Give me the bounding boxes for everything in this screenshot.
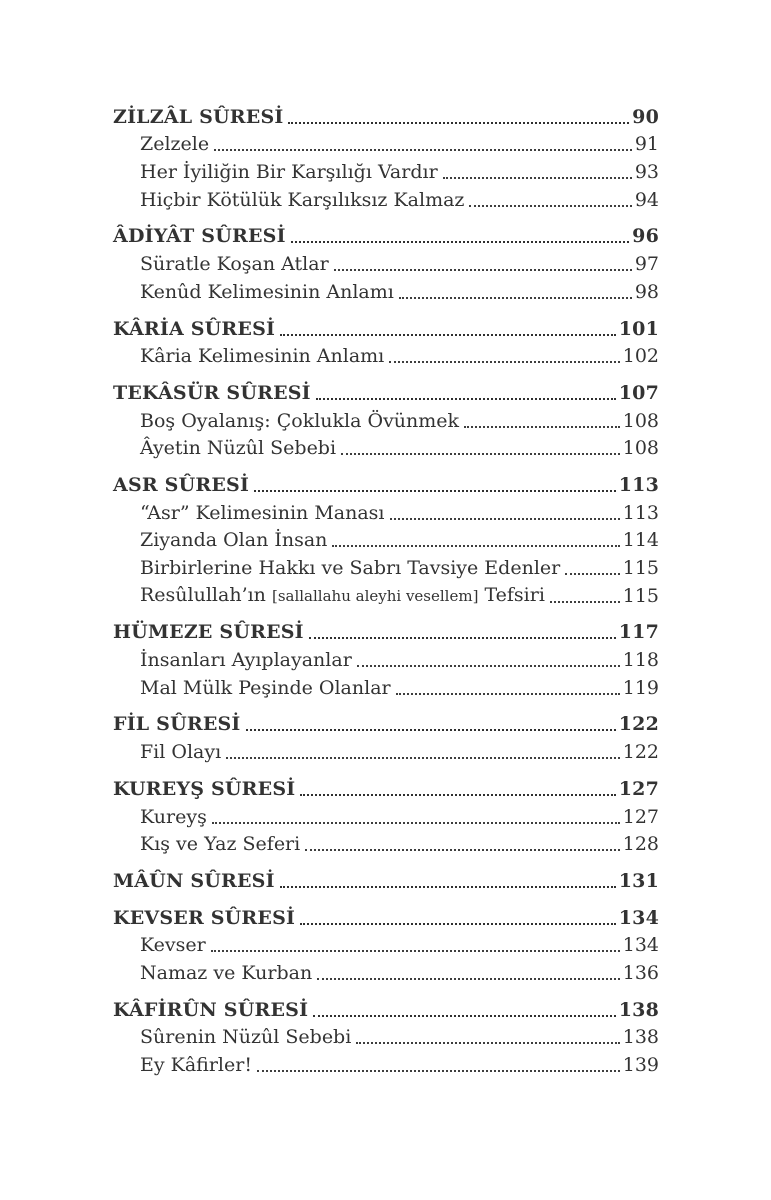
toc-entry (113, 156, 659, 184)
dot-leader (332, 545, 619, 547)
toc-section (113, 709, 659, 764)
toc-entry (113, 497, 659, 525)
page-number: 93 (634, 161, 659, 184)
entry-label: Her İyiliğin Bir Karşılığı Vardır (140, 161, 438, 184)
dot-leader (399, 297, 632, 299)
dot-leader (550, 601, 620, 603)
toc-section (113, 902, 659, 985)
entry-label: Âyetin Nüzûl Sebebi (140, 437, 337, 460)
entry-label-small-part: [sallallahu aleyhi vesellem] (271, 586, 479, 605)
page-number: 97 (634, 253, 659, 276)
section-title: ASR SÛRESİ (113, 473, 250, 496)
entry-label: Kureyş (140, 805, 207, 828)
page-number: 108 (622, 437, 659, 460)
page-number: 118 (622, 649, 659, 672)
page-number: 134 (622, 934, 659, 957)
dot-leader (309, 637, 616, 639)
toc-entry (113, 184, 659, 212)
toc-entry (113, 433, 659, 461)
dot-leader (316, 398, 616, 400)
section-title: FİL SÛRESİ (113, 713, 241, 736)
toc-section (113, 773, 659, 856)
toc-section (113, 101, 659, 212)
toc-entry (113, 957, 659, 985)
toc-section (113, 865, 659, 893)
entry-label: Kâria Kelimesinin Anlamı (140, 345, 385, 368)
entry-label-part: Tefsiri (478, 583, 545, 606)
dot-leader (396, 693, 620, 695)
toc-entry (113, 580, 659, 608)
toc-entry (113, 341, 659, 369)
dot-leader (464, 426, 620, 428)
page-number: 101 (618, 317, 659, 340)
toc-section-header (113, 313, 659, 341)
entry-label: İnsanları Ayıplayanlar (140, 649, 352, 672)
page-number: 131 (618, 869, 659, 892)
toc-section (113, 221, 659, 304)
page-number: 122 (622, 741, 659, 764)
table-of-contents (113, 101, 659, 1077)
page-number: 117 (618, 621, 659, 644)
toc-section-header (113, 902, 659, 930)
toc-entry (113, 930, 659, 958)
toc-entry (113, 248, 659, 276)
toc-entry (113, 129, 659, 157)
page-number: 96 (632, 225, 659, 248)
entry-label: Kenûd Kelimesinin Anlamı (140, 280, 394, 303)
toc-section-header (113, 865, 659, 893)
entry-label: “Asr” Kelimesinin Manası (140, 501, 385, 524)
section-title: HÜMEZE SÛRESİ (113, 621, 304, 644)
toc-section (113, 377, 659, 460)
toc-entry (113, 672, 659, 700)
section-title: ÂDİYÂT SÛRESİ (113, 225, 286, 248)
page-number: 122 (618, 713, 659, 736)
section-title: ZİLZÂL SÛRESİ (113, 105, 284, 128)
toc-section-header (113, 377, 659, 405)
dot-leader (356, 1042, 619, 1044)
entry-label (140, 583, 545, 608)
section-title: KÂRİA SÛRESİ (113, 317, 276, 340)
dot-leader (300, 794, 615, 796)
entry-label: Fil Olayı (140, 741, 222, 764)
dot-leader (257, 1070, 620, 1072)
toc-section (113, 469, 659, 607)
page-number: 138 (622, 1026, 659, 1049)
toc-entry (113, 1022, 659, 1050)
dot-leader (226, 757, 620, 759)
section-title: KUREYŞ SÛRESİ (113, 777, 296, 800)
toc-entry (113, 405, 659, 433)
entry-label: Ey Kâfirler! (140, 1054, 252, 1076)
section-title: TEKÂSÜR SÛRESİ (113, 381, 311, 404)
entry-label: Namaz ve Kurban (140, 961, 313, 984)
dot-leader (389, 361, 619, 363)
page-number: 136 (622, 961, 659, 984)
page-number: 108 (622, 409, 659, 432)
page-number: 127 (618, 777, 659, 800)
dot-leader (214, 149, 632, 151)
page-number: 114 (622, 529, 659, 552)
entry-label-part: Resûlullah’ın (140, 583, 272, 606)
toc-section-header (113, 101, 659, 129)
toc-entry (113, 1049, 659, 1077)
dot-leader (357, 665, 620, 667)
toc-entry (113, 829, 659, 857)
dot-leader (469, 205, 631, 207)
dot-leader (254, 490, 616, 492)
toc-entry (113, 736, 659, 764)
dot-leader (280, 886, 616, 888)
toc-entry (113, 552, 659, 580)
dot-leader (291, 241, 629, 243)
page-number: 138 (618, 998, 659, 1021)
page-number: 107 (618, 381, 659, 404)
entry-label: Zelzele (140, 133, 210, 156)
dot-leader (443, 177, 632, 179)
dot-leader (246, 729, 616, 731)
page-number: 90 (632, 105, 659, 128)
entry-label: Boş Oyalanış: Çoklukla Övünmek (140, 409, 460, 432)
dot-leader (305, 849, 620, 851)
page-number: 115 (622, 584, 659, 607)
entry-label: Birbirlerine Hakkı ve Sabrı Tavsiye Edenler (140, 557, 561, 579)
page-number: 128 (622, 833, 659, 856)
page-number: 127 (622, 805, 659, 828)
toc-section-header (113, 617, 659, 645)
toc-section (113, 313, 659, 368)
dot-leader (211, 950, 620, 952)
toc-entry (113, 525, 659, 553)
toc-section-header (113, 469, 659, 497)
page-number: 94 (634, 188, 659, 211)
toc-section (113, 994, 659, 1077)
toc-section-header (113, 221, 659, 249)
dot-leader (280, 334, 616, 336)
page-number: 91 (634, 133, 659, 156)
section-title: MÂÛN SÛRESİ (113, 869, 275, 892)
page-number: 139 (622, 1054, 659, 1076)
entry-label: Kevser (140, 934, 206, 957)
dot-leader (565, 573, 620, 575)
page-number: 119 (622, 676, 659, 699)
entry-label: Ziyanda Olan İnsan (140, 529, 328, 552)
dot-leader (300, 923, 616, 925)
dot-leader (313, 1015, 616, 1017)
toc-section-header (113, 773, 659, 801)
toc-entry (113, 644, 659, 672)
toc-section-header (113, 994, 659, 1022)
entry-label: Süratle Koşan Atlar (140, 253, 329, 276)
page-number: 98 (634, 280, 659, 303)
dot-leader (212, 822, 620, 824)
page-number: 113 (618, 473, 659, 496)
entry-label: Kış ve Yaz Seferi (140, 833, 301, 856)
section-title: KÂFİRÛN SÛRESİ (113, 998, 309, 1021)
page-number: 113 (622, 501, 659, 524)
page-number: 102 (622, 345, 659, 368)
entry-label: Mal Mülk Peşinde Olanlar (140, 676, 391, 699)
toc-entry (113, 276, 659, 304)
dot-leader (317, 978, 620, 980)
dot-leader (390, 518, 620, 520)
toc-section (113, 617, 659, 700)
page-number: 115 (622, 557, 659, 579)
entry-label: Hiçbir Kötülük Karşılıksız Kalmaz (140, 188, 465, 211)
toc-entry (113, 801, 659, 829)
entry-label: Sûrenin Nüzûl Sebebi (140, 1026, 352, 1049)
toc-section-header (113, 709, 659, 737)
section-title: KEVSER SÛRESİ (113, 906, 296, 929)
page-number: 134 (618, 906, 659, 929)
dot-leader (288, 122, 629, 124)
dot-leader (334, 269, 632, 271)
dot-leader (341, 453, 620, 455)
